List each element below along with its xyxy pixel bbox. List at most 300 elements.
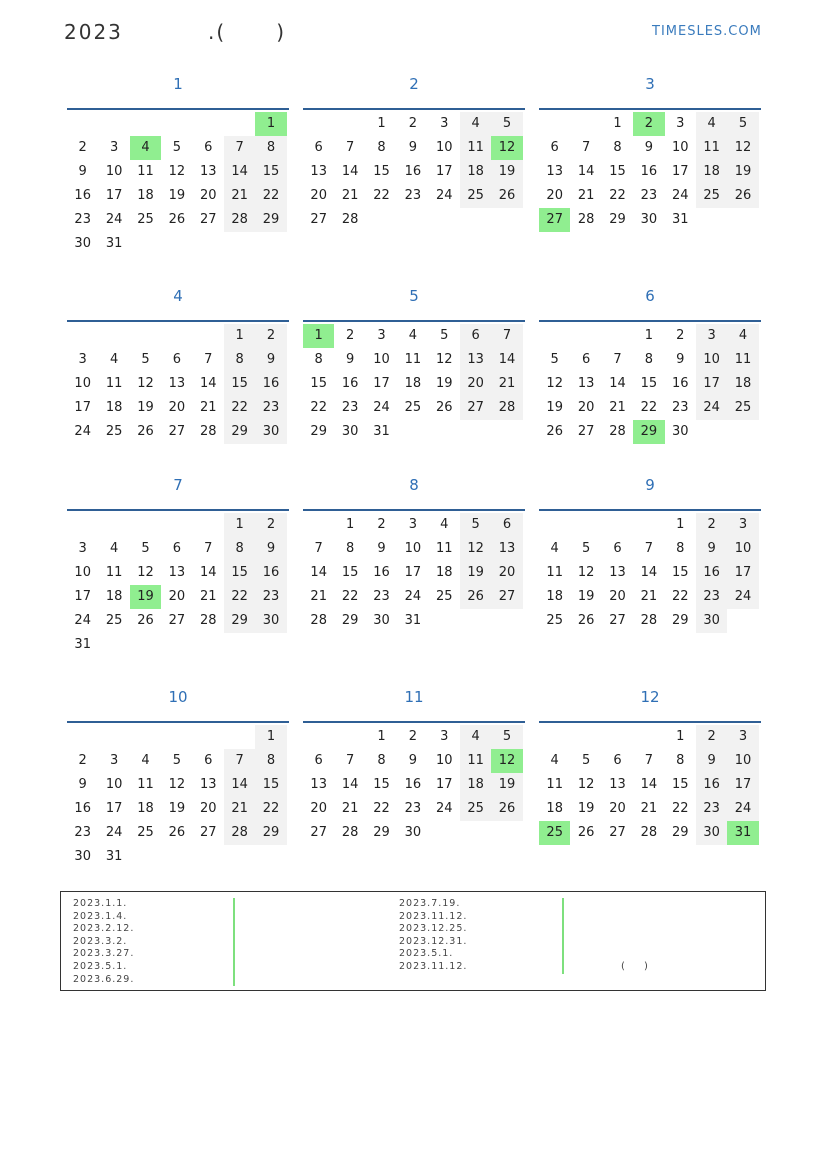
holiday-cell[interactable]: 1 (303, 324, 334, 348)
day-cell[interactable]: 11 (727, 348, 758, 372)
day-cell[interactable]: 21 (640, 589, 658, 604)
day-cell[interactable]: 13 (168, 376, 186, 391)
day-cell[interactable]: 26 (168, 212, 186, 227)
day-cell[interactable]: 15 (609, 164, 626, 179)
day-cell[interactable]: 25 (105, 424, 123, 439)
day-cell[interactable]: 28 (640, 613, 658, 628)
day-cell[interactable]: 3 (109, 753, 119, 768)
day-cell[interactable]: 15 (224, 561, 255, 585)
day-cell[interactable]: 9 (255, 348, 286, 372)
day-cell[interactable]: 13 (546, 164, 563, 179)
day-cell[interactable]: 14 (640, 565, 658, 580)
day-cell[interactable]: 15 (671, 565, 689, 580)
day-cell[interactable]: 8 (613, 140, 622, 155)
day-cell[interactable]: 15 (373, 164, 390, 179)
day-cell[interactable]: 23 (640, 188, 658, 203)
day-cell[interactable]: 18 (546, 589, 563, 604)
day-cell[interactable]: 10 (404, 541, 422, 556)
day-cell[interactable]: 13 (310, 164, 327, 179)
day-cell[interactable]: 16 (255, 372, 286, 396)
day-cell[interactable]: 1 (224, 324, 255, 348)
day-cell[interactable]: 20 (609, 589, 626, 604)
day-cell[interactable]: 15 (255, 160, 286, 184)
day-cell[interactable]: 7 (314, 541, 323, 556)
day-cell[interactable]: 22 (640, 400, 658, 415)
day-cell[interactable]: 11 (435, 541, 453, 556)
day-cell[interactable]: 2 (345, 328, 355, 343)
day-cell[interactable]: 23 (404, 801, 422, 816)
day-cell[interactable]: 14 (224, 160, 255, 184)
day-cell[interactable]: 5 (491, 725, 522, 749)
day-cell[interactable]: 4 (727, 324, 758, 348)
day-cell[interactable]: 12 (168, 164, 186, 179)
day-cell[interactable]: 19 (491, 773, 522, 797)
day-cell[interactable]: 26 (435, 400, 453, 415)
day-cell[interactable]: 5 (141, 541, 150, 556)
day-cell[interactable]: 4 (109, 541, 119, 556)
day-cell[interactable]: 3 (696, 324, 727, 348)
holiday-cell[interactable]: 27 (539, 208, 570, 232)
holiday-cell[interactable]: 4 (130, 136, 161, 160)
day-cell[interactable]: 24 (105, 212, 123, 227)
day-cell[interactable]: 14 (224, 773, 255, 797)
day-cell[interactable]: 12 (577, 565, 595, 580)
day-cell[interactable]: 30 (640, 212, 658, 227)
day-cell[interactable]: 14 (341, 777, 359, 792)
day-cell[interactable]: 7 (644, 541, 653, 556)
day-cell[interactable]: 5 (460, 513, 491, 537)
day-cell[interactable]: 21 (199, 589, 217, 604)
day-cell[interactable]: 23 (74, 825, 91, 840)
day-cell[interactable]: 15 (224, 372, 255, 396)
day-cell[interactable]: 21 (341, 188, 359, 203)
day-cell[interactable]: 8 (224, 537, 255, 561)
day-cell[interactable]: 18 (460, 773, 491, 797)
day-cell[interactable]: 10 (435, 753, 453, 768)
day-cell[interactable]: 8 (377, 140, 386, 155)
day-cell[interactable]: 4 (460, 725, 491, 749)
day-cell[interactable]: 28 (224, 821, 255, 845)
day-cell[interactable]: 30 (696, 821, 727, 845)
day-cell[interactable]: 27 (609, 613, 626, 628)
day-cell[interactable]: 3 (408, 517, 417, 532)
day-cell[interactable]: 26 (546, 424, 563, 439)
day-cell[interactable]: 7 (581, 140, 591, 155)
day-cell[interactable]: 3 (440, 116, 449, 131)
day-cell[interactable]: 30 (373, 613, 390, 628)
day-cell[interactable]: 20 (577, 400, 595, 415)
day-cell[interactable]: 13 (609, 777, 626, 792)
day-cell[interactable]: 29 (310, 424, 327, 439)
day-cell[interactable]: 20 (168, 589, 186, 604)
day-cell[interactable]: 4 (460, 112, 491, 136)
day-cell[interactable]: 17 (435, 164, 453, 179)
day-cell[interactable]: 2 (696, 725, 727, 749)
day-cell[interactable]: 29 (609, 212, 626, 227)
day-cell[interactable]: 25 (460, 184, 491, 208)
day-cell[interactable]: 9 (408, 753, 417, 768)
day-cell[interactable]: 10 (671, 140, 689, 155)
day-cell[interactable]: 30 (255, 609, 286, 633)
day-cell[interactable]: 26 (137, 613, 154, 628)
day-cell[interactable]: 29 (341, 613, 359, 628)
day-cell[interactable]: 17 (373, 376, 390, 391)
day-cell[interactable]: 11 (460, 136, 491, 160)
day-cell[interactable]: 28 (577, 212, 595, 227)
day-cell[interactable]: 2 (696, 513, 727, 537)
day-cell[interactable]: 26 (460, 585, 491, 609)
day-cell[interactable]: 17 (671, 164, 689, 179)
day-cell[interactable]: 7 (345, 753, 355, 768)
day-cell[interactable]: 2 (377, 517, 386, 532)
day-cell[interactable]: 1 (377, 116, 386, 131)
day-cell[interactable]: 27 (199, 825, 217, 840)
day-cell[interactable]: 6 (172, 352, 181, 367)
day-cell[interactable]: 27 (310, 825, 327, 840)
day-cell[interactable]: 17 (404, 565, 422, 580)
day-cell[interactable]: 27 (491, 585, 522, 609)
day-cell[interactable]: 20 (609, 801, 626, 816)
day-cell[interactable]: 25 (460, 797, 491, 821)
day-cell[interactable]: 24 (435, 801, 453, 816)
day-cell[interactable]: 20 (460, 372, 491, 396)
day-cell[interactable]: 23 (696, 797, 727, 821)
day-cell[interactable]: 31 (671, 212, 689, 227)
day-cell[interactable]: 3 (377, 328, 386, 343)
day-cell[interactable]: 30 (255, 420, 286, 444)
day-cell[interactable]: 19 (168, 801, 186, 816)
day-cell[interactable]: 19 (546, 400, 563, 415)
day-cell[interactable]: 23 (255, 396, 286, 420)
holiday-cell[interactable]: 2 (633, 112, 664, 136)
day-cell[interactable]: 29 (224, 609, 255, 633)
holiday-cell[interactable]: 31 (727, 821, 758, 845)
day-cell[interactable]: 28 (609, 424, 626, 439)
day-cell[interactable]: 20 (310, 801, 327, 816)
day-cell[interactable]: 31 (373, 424, 390, 439)
day-cell[interactable]: 30 (341, 424, 359, 439)
day-cell[interactable]: 30 (404, 825, 422, 840)
day-cell[interactable]: 1 (345, 517, 355, 532)
day-cell[interactable]: 3 (109, 140, 119, 155)
day-cell[interactable]: 21 (491, 372, 522, 396)
day-cell[interactable]: 2 (255, 324, 286, 348)
day-cell[interactable]: 4 (550, 753, 559, 768)
day-cell[interactable]: 3 (727, 513, 758, 537)
day-cell[interactable]: 11 (460, 749, 491, 773)
day-cell[interactable]: 24 (696, 396, 727, 420)
day-cell[interactable]: 10 (74, 565, 91, 580)
day-cell[interactable]: 7 (204, 541, 213, 556)
day-cell[interactable]: 6 (613, 541, 622, 556)
day-cell[interactable]: 14 (341, 164, 359, 179)
day-cell[interactable]: 25 (137, 212, 154, 227)
day-cell[interactable]: 24 (727, 585, 758, 609)
day-cell[interactable]: 5 (172, 753, 181, 768)
day-cell[interactable]: 6 (613, 753, 622, 768)
day-cell[interactable]: 18 (546, 801, 563, 816)
day-cell[interactable]: 2 (408, 729, 417, 744)
holiday-cell[interactable]: 12 (491, 136, 522, 160)
day-cell[interactable]: 16 (255, 561, 286, 585)
day-cell[interactable]: 11 (696, 136, 727, 160)
day-cell[interactable]: 20 (168, 400, 186, 415)
day-cell[interactable]: 14 (577, 164, 595, 179)
day-cell[interactable]: 24 (105, 825, 123, 840)
day-cell[interactable]: 9 (408, 140, 417, 155)
day-cell[interactable]: 27 (460, 396, 491, 420)
day-cell[interactable]: 27 (199, 212, 217, 227)
day-cell[interactable]: 9 (345, 352, 355, 367)
day-cell[interactable]: 15 (373, 777, 390, 792)
day-cell[interactable]: 19 (491, 160, 522, 184)
day-cell[interactable]: 18 (435, 565, 453, 580)
day-cell[interactable]: 12 (460, 537, 491, 561)
day-cell[interactable]: 10 (105, 164, 123, 179)
day-cell[interactable]: 22 (310, 400, 327, 415)
day-cell[interactable]: 20 (491, 561, 522, 585)
day-cell[interactable]: 9 (255, 537, 286, 561)
day-cell[interactable]: 9 (696, 537, 727, 561)
day-cell[interactable]: 11 (546, 777, 563, 792)
day-cell[interactable]: 9 (696, 749, 727, 773)
day-cell[interactable]: 8 (255, 749, 286, 773)
day-cell[interactable]: 15 (310, 376, 327, 391)
day-cell[interactable]: 18 (404, 376, 422, 391)
day-cell[interactable]: 19 (460, 561, 491, 585)
day-cell[interactable]: 14 (491, 348, 522, 372)
day-cell[interactable]: 5 (581, 753, 591, 768)
day-cell[interactable]: 28 (224, 208, 255, 232)
day-cell[interactable]: 9 (78, 777, 87, 792)
day-cell[interactable]: 16 (671, 376, 689, 391)
day-cell[interactable]: 28 (199, 424, 217, 439)
day-cell[interactable]: 20 (310, 188, 327, 203)
day-cell[interactable]: 2 (408, 116, 417, 131)
day-cell[interactable]: 8 (345, 541, 355, 556)
day-cell[interactable]: 27 (168, 613, 186, 628)
day-cell[interactable]: 4 (408, 328, 417, 343)
holiday-cell[interactable]: 25 (539, 821, 570, 845)
day-cell[interactable]: 19 (137, 400, 154, 415)
day-cell[interactable]: 2 (78, 753, 87, 768)
day-cell[interactable]: 4 (141, 753, 150, 768)
day-cell[interactable]: 10 (105, 777, 123, 792)
day-cell[interactable]: 1 (676, 517, 685, 532)
day-cell[interactable]: 6 (204, 140, 213, 155)
day-cell[interactable]: 12 (137, 376, 154, 391)
day-cell[interactable]: 21 (609, 400, 626, 415)
day-cell[interactable]: 6 (314, 140, 323, 155)
day-cell[interactable]: 7 (345, 140, 355, 155)
day-cell[interactable]: 19 (577, 801, 595, 816)
day-cell[interactable]: 26 (168, 825, 186, 840)
day-cell[interactable]: 14 (199, 565, 217, 580)
day-cell[interactable]: 26 (491, 184, 522, 208)
day-cell[interactable]: 18 (137, 188, 154, 203)
day-cell[interactable]: 21 (224, 797, 255, 821)
day-cell[interactable]: 5 (727, 112, 758, 136)
day-cell[interactable]: 4 (109, 352, 119, 367)
day-cell[interactable]: 17 (435, 777, 453, 792)
day-cell[interactable]: 19 (727, 160, 758, 184)
day-cell[interactable]: 6 (314, 753, 323, 768)
day-cell[interactable]: 10 (696, 348, 727, 372)
day-cell[interactable]: 6 (550, 140, 559, 155)
day-cell[interactable]: 24 (404, 589, 422, 604)
holiday-cell[interactable]: 19 (130, 585, 161, 609)
day-cell[interactable]: 5 (581, 541, 591, 556)
day-cell[interactable]: 10 (373, 352, 390, 367)
day-cell[interactable]: 21 (341, 801, 359, 816)
day-cell[interactable]: 6 (460, 324, 491, 348)
day-cell[interactable]: 16 (74, 188, 91, 203)
day-cell[interactable]: 31 (105, 849, 123, 864)
day-cell[interactable]: 17 (727, 561, 758, 585)
site-logo[interactable]: TIMESLES.COM (652, 24, 762, 39)
day-cell[interactable]: 26 (491, 797, 522, 821)
day-cell[interactable]: 1 (255, 725, 286, 749)
day-cell[interactable]: 5 (440, 328, 449, 343)
day-cell[interactable]: 28 (199, 613, 217, 628)
day-cell[interactable]: 18 (137, 801, 154, 816)
day-cell[interactable]: 16 (404, 164, 422, 179)
day-cell[interactable]: 25 (546, 613, 563, 628)
day-cell[interactable]: 19 (435, 376, 453, 391)
day-cell[interactable]: 23 (404, 188, 422, 203)
day-cell[interactable]: 27 (168, 424, 186, 439)
day-cell[interactable]: 17 (74, 400, 91, 415)
day-cell[interactable]: 21 (640, 801, 658, 816)
day-cell[interactable]: 11 (105, 376, 123, 391)
day-cell[interactable]: 9 (78, 164, 87, 179)
day-cell[interactable]: 15 (255, 773, 286, 797)
day-cell[interactable]: 12 (546, 376, 563, 391)
day-cell[interactable]: 22 (671, 801, 689, 816)
day-cell[interactable]: 21 (310, 589, 327, 604)
day-cell[interactable]: 25 (696, 184, 727, 208)
day-cell[interactable]: 2 (255, 513, 286, 537)
day-cell[interactable]: 30 (671, 424, 689, 439)
day-cell[interactable]: 5 (141, 352, 150, 367)
day-cell[interactable]: 25 (137, 825, 154, 840)
day-cell[interactable]: 17 (74, 589, 91, 604)
day-cell[interactable]: 16 (341, 376, 359, 391)
day-cell[interactable]: 16 (373, 565, 390, 580)
day-cell[interactable]: 14 (199, 376, 217, 391)
day-cell[interactable]: 7 (613, 352, 622, 367)
day-cell[interactable]: 30 (74, 849, 91, 864)
day-cell[interactable]: 1 (377, 729, 386, 744)
day-cell[interactable]: 7 (204, 352, 213, 367)
day-cell[interactable]: 8 (314, 352, 323, 367)
day-cell[interactable]: 24 (373, 400, 390, 415)
day-cell[interactable]: 25 (404, 400, 422, 415)
day-cell[interactable]: 23 (341, 400, 359, 415)
day-cell[interactable]: 18 (696, 160, 727, 184)
day-cell[interactable]: 29 (255, 821, 286, 845)
day-cell[interactable]: 24 (74, 613, 91, 628)
holiday-cell[interactable]: 1 (255, 112, 286, 136)
day-cell[interactable]: 24 (74, 424, 91, 439)
day-cell[interactable]: 7 (491, 324, 522, 348)
day-cell[interactable]: 8 (224, 348, 255, 372)
day-cell[interactable]: 13 (609, 565, 626, 580)
day-cell[interactable]: 12 (137, 565, 154, 580)
day-cell[interactable]: 20 (199, 801, 217, 816)
day-cell[interactable]: 28 (341, 825, 359, 840)
day-cell[interactable]: 8 (644, 352, 653, 367)
day-cell[interactable]: 9 (676, 352, 685, 367)
day-cell[interactable]: 18 (105, 400, 123, 415)
day-cell[interactable]: 16 (74, 801, 91, 816)
day-cell[interactable]: 11 (404, 352, 422, 367)
day-cell[interactable]: 22 (341, 589, 359, 604)
day-cell[interactable]: 21 (199, 400, 217, 415)
day-cell[interactable]: 11 (137, 164, 154, 179)
day-cell[interactable]: 7 (224, 136, 255, 160)
day-cell[interactable]: 11 (546, 565, 563, 580)
day-cell[interactable]: 21 (577, 188, 595, 203)
day-cell[interactable]: 13 (460, 348, 491, 372)
day-cell[interactable]: 29 (671, 825, 689, 840)
day-cell[interactable]: 25 (105, 613, 123, 628)
day-cell[interactable]: 29 (255, 208, 286, 232)
day-cell[interactable]: 15 (341, 565, 359, 580)
day-cell[interactable]: 22 (255, 184, 286, 208)
day-cell[interactable]: 20 (546, 188, 563, 203)
day-cell[interactable]: 27 (577, 424, 595, 439)
day-cell[interactable]: 10 (435, 140, 453, 155)
day-cell[interactable]: 31 (105, 236, 123, 251)
day-cell[interactable]: 3 (78, 352, 87, 367)
day-cell[interactable]: 5 (550, 352, 559, 367)
day-cell[interactable]: 22 (255, 797, 286, 821)
day-cell[interactable]: 17 (727, 773, 758, 797)
day-cell[interactable]: 11 (105, 565, 123, 580)
day-cell[interactable]: 31 (74, 637, 91, 652)
day-cell[interactable]: 8 (255, 136, 286, 160)
day-cell[interactable]: 18 (727, 372, 758, 396)
day-cell[interactable]: 26 (577, 613, 595, 628)
holiday-cell[interactable]: 29 (633, 420, 664, 444)
day-cell[interactable]: 26 (577, 825, 595, 840)
day-cell[interactable]: 12 (727, 136, 758, 160)
day-cell[interactable]: 28 (640, 825, 658, 840)
day-cell[interactable]: 7 (644, 753, 653, 768)
day-cell[interactable]: 1 (676, 729, 685, 744)
day-cell[interactable]: 21 (224, 184, 255, 208)
day-cell[interactable]: 9 (377, 541, 386, 556)
day-cell[interactable]: 16 (696, 773, 727, 797)
day-cell[interactable]: 22 (373, 188, 390, 203)
day-cell[interactable]: 15 (640, 376, 658, 391)
day-cell[interactable]: 26 (727, 184, 758, 208)
day-cell[interactable]: 3 (676, 116, 685, 131)
day-cell[interactable]: 30 (74, 236, 91, 251)
day-cell[interactable]: 15 (671, 777, 689, 792)
day-cell[interactable]: 16 (404, 777, 422, 792)
day-cell[interactable]: 31 (404, 613, 422, 628)
day-cell[interactable]: 26 (137, 424, 154, 439)
day-cell[interactable]: 28 (310, 613, 327, 628)
day-cell[interactable]: 22 (373, 801, 390, 816)
day-cell[interactable]: 4 (440, 517, 449, 532)
day-cell[interactable]: 27 (609, 825, 626, 840)
day-cell[interactable]: 30 (696, 609, 727, 633)
day-cell[interactable]: 20 (199, 188, 217, 203)
day-cell[interactable]: 22 (609, 188, 626, 203)
